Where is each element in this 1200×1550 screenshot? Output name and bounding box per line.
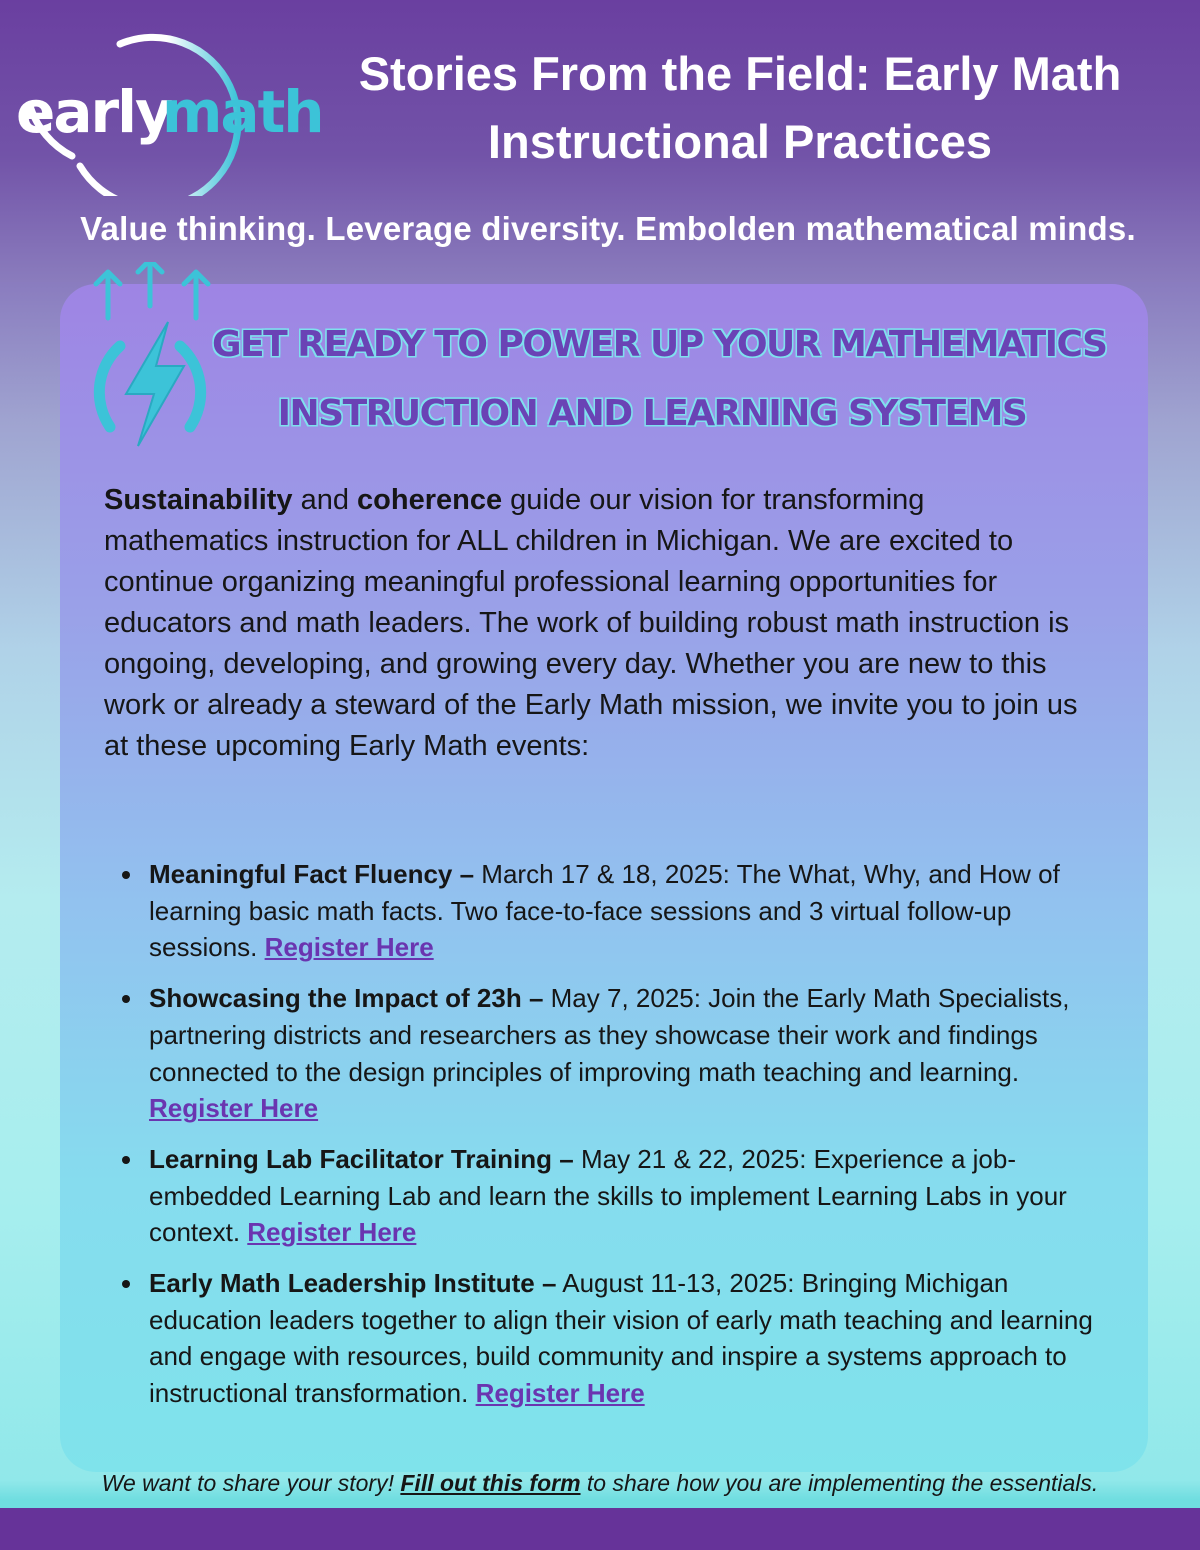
page-title <box>330 40 1150 176</box>
logo-text-math: math <box>162 78 323 146</box>
event-item-impact-23h <box>118 980 1098 1127</box>
intro-bold-sustainability: Sustainability <box>104 484 293 516</box>
intro-bold-coherence: coherence <box>357 484 503 516</box>
up-arrows-icon <box>96 262 208 318</box>
register-link-learning-lab[interactable]: Register Here <box>247 1217 417 1248</box>
intro-text-body: guide our vision for transforming mathematics instruction for ALL children in Michigan. We are excited to continue organizing meaningful professional learning opportunities for educators and math leaders. The work of building robust math instruction is ongoing, developing, and growing every day. Whether you are new to this work or already a steward of the Early Math mission, we invite you to join us at these upcoming Early Math events: <box>104 484 1078 762</box>
footer-text-after: to share how you are implementing the essentials. <box>580 1470 1099 1496</box>
intro-text-and: and <box>292 484 358 516</box>
event-description: March 17 & 18, 2025: The What, Why, and How of learning basic math facts. Two face-to-face sessions and 3 virtual follow-up sessions. <box>149 859 1060 963</box>
event-title: Meaningful Fact Fluency – <box>149 859 475 889</box>
footer-callout <box>0 1470 1200 1497</box>
logo-text-early: early <box>16 78 171 146</box>
bottom-bar <box>0 1508 1200 1550</box>
register-link-leadership-institute[interactable]: Register Here <box>475 1378 645 1409</box>
event-description: May 7, 2025: Join the Early Math Specialists, partnering districts and researchers as they showcase their work and findings connected to the design principles of improving math teaching and learning. <box>149 983 1070 1087</box>
title-line-1: Stories From the Field: Early Math <box>358 47 1122 100</box>
event-item-leadership-institute <box>118 1265 1098 1412</box>
intro-paragraph <box>104 480 1094 767</box>
promo-heading <box>212 310 1107 448</box>
fill-out-form-link[interactable]: Fill out this form <box>400 1470 581 1496</box>
event-description: August 11-13, 2025: Bringing Michigan education leaders together to align their vision of early math teaching and learning and engage with resources, build community and inspire a systems approach to instructional transformation. <box>149 1268 1093 1409</box>
event-description: May 21 & 22, 2025: Experience a job-embedded Learning Lab and learn the skills to implement Learning Labs in your context. <box>149 1143 1067 1248</box>
tagline: Value thinking. Leverage diversity. Embolden mathematical minds. <box>80 210 1136 247</box>
register-link-fact-fluency[interactable]: Register Here <box>264 932 434 963</box>
events-list <box>118 856 1098 1412</box>
event-title: Showcasing the Impact of 23h – <box>149 983 544 1014</box>
title-line-2: Instructional Practices <box>487 115 993 168</box>
lightning-bolt-icon <box>80 262 220 462</box>
register-link-impact-23h[interactable]: Register Here <box>149 1093 319 1124</box>
footer-text-before: We want to share your story! <box>101 1470 401 1496</box>
event-title: Learning Lab Facilitator Training – <box>149 1143 574 1174</box>
event-item-learning-lab <box>118 1141 1098 1251</box>
promo-line-2: INSTRUCTION AND LEARNING SYSTEMS <box>277 393 1027 434</box>
earlymath-logo <box>12 6 330 196</box>
event-item-fact-fluency <box>118 856 1098 966</box>
event-title: Early Math Leadership Institute – <box>149 1268 557 1299</box>
promo-line-1: GET READY TO POWER UP YOUR MATHEMATICS <box>212 324 1107 365</box>
